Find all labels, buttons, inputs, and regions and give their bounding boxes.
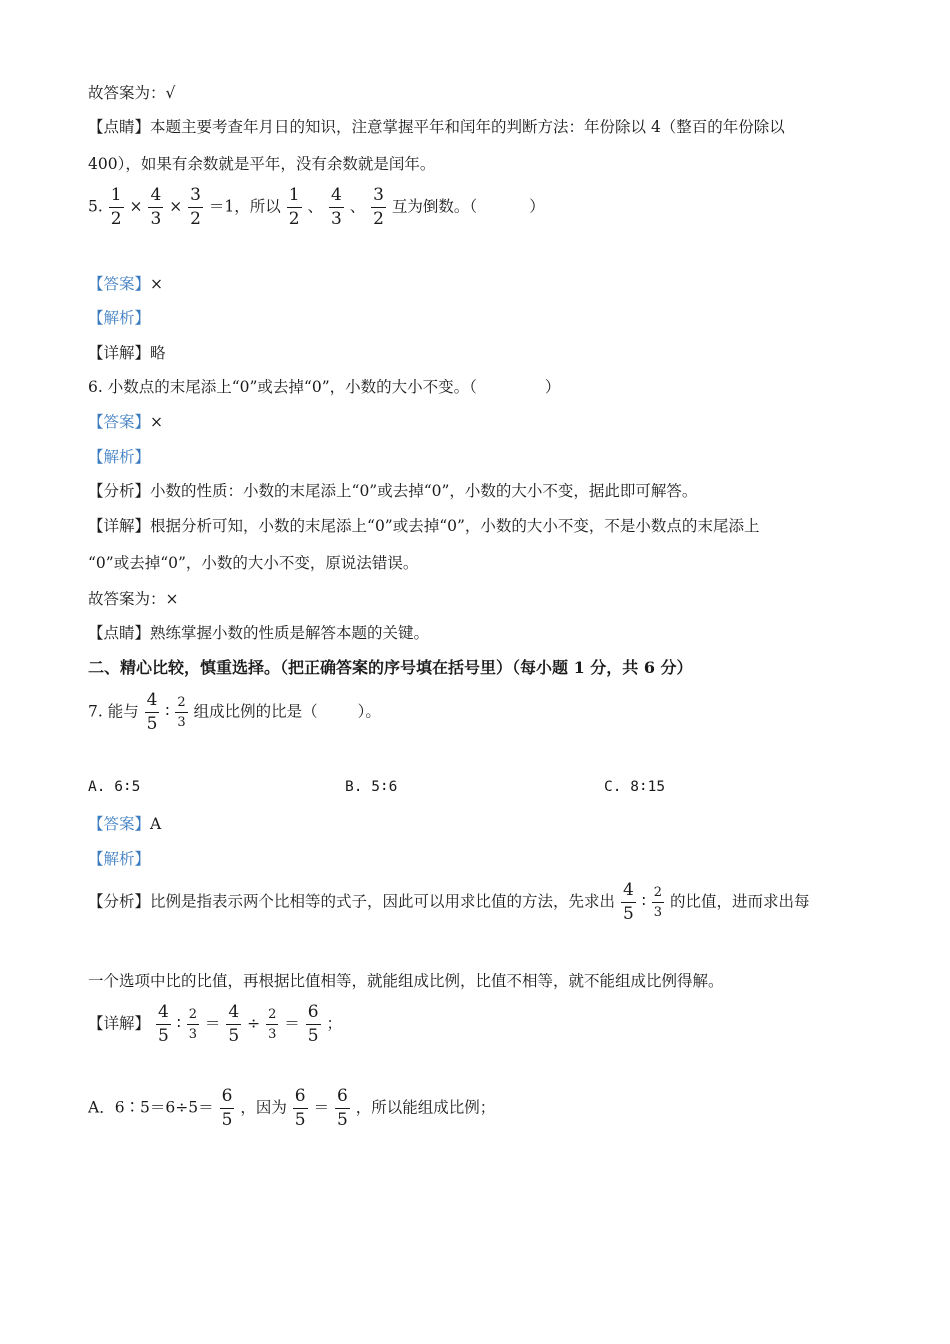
fraction: $\frac{2}{3}$ [653,885,662,920]
fraction: $\frac{1}{2}$ [110,185,122,229]
answer-value: × [150,275,164,293]
fraction: $\frac{6}{5}$ [294,1086,306,1130]
fraction: $\frac{4}{5}$ [146,690,158,734]
q5-eq-text: ＝1，所以 [208,197,281,216]
answer-tag: 【答案】 [88,815,151,833]
answer-value: A [150,815,162,833]
detail-tag: 【详解】 [88,344,151,362]
answer-tag: 【答案】 [88,413,151,431]
q4-tip-line-1 [88,117,785,137]
answer-value: × [150,413,164,431]
fraction: $\frac{4}{3}$ [330,185,342,229]
q6-fenxi [88,481,697,501]
fraction: $\frac{2}{3}$ [268,1007,277,1042]
q6-answer [88,412,163,432]
tip-text: 本题主要考查年月日的知识，注意掌握平年和闰年的判断方法：年份除以 4（整百的年份除以 [150,118,785,136]
fenxi-tag: 【分析】 [88,482,151,500]
fraction: $\frac{2}{3}$ [177,695,186,730]
fraction: $\frac{6}{5}$ [337,1086,348,1130]
fraction: $\frac{6}{5}$ [221,1086,233,1130]
q7-fenxi-line-2: 一个选项中比的比值，再根据比值相等，就能组成比例，比值不相等，就不能组成比例得解。 [88,972,724,990]
q7-fenxi-line-1: 【分析】比例是指表示两个比相等的式子，因此可以用求比值的方法，先求出 $\frac{4}{5}$ ∶ $\frac{2}{3}$ 的比值，进而求出每 [88,880,810,924]
fraction: $\frac{4}{5}$ [228,1002,240,1046]
detail-text: 略 [150,344,166,362]
q7-prefix: 7. 能与 [88,702,139,721]
q7-question: 7. 能与 $\frac{4}{5}$ ∶ $\frac{2}{3}$ 组成比例的比是（ ）。 [88,690,381,734]
fenxi-text: 小数的性质：小数的末尾添上“0”或去掉“0”，小数的大小不变，据此即可解答。 [150,482,698,500]
fraction: $\frac{3}{2}$ [373,185,384,229]
q7-analysis-tag: 【解析】 [88,850,151,868]
section-heading: 二、精心比较，慎重选择。（把正确答案的序号填在括号里）（每小题 1 分，共 6 分） [88,658,693,677]
tip-tag: 【点睛】 [88,624,151,642]
q6-analysis-tag: 【解析】 [88,448,151,466]
fraction: $\frac{4}{5}$ [157,1002,169,1046]
q7-tail: 组成比例的比是（ [193,702,318,721]
fraction: $\frac{4}{5}$ [622,880,634,924]
q6-final-answer: 故答案为：× [88,590,179,608]
q5-answer [88,274,163,294]
detail-tag: 【详解】 [88,517,151,535]
fraction: $\frac{1}{2}$ [288,185,300,229]
q4-tip-line-2: 400），如果有余数就是平年，没有余数就是闰年。 [88,155,436,173]
q5-number: 5. [88,197,103,216]
tip-text: 熟练掌握小数的性质是解答本题的关键。 [150,624,430,642]
fraction: $\frac{2}{3}$ [188,1007,197,1042]
q7-detail: 【详解】 $\frac{4}{5}$ ∶ $\frac{2}{3}$ ＝ $\frac{4}{5}$ ÷ $\frac{2}{3}$ ＝ $\frac{6}{5}$ ； [88,1002,343,1046]
tip-tag: 【点睛】 [88,118,151,136]
q6-detail-line-2: “0”或去掉“0”，小数的大小不变，原说法错误。 [88,554,419,572]
fenxi-tag: 【分析】 [88,892,151,911]
option-a: A. 6∶5 [88,779,141,795]
q5-analysis-tag: 【解析】 [88,309,151,327]
q6-detail-line-1 [88,516,759,536]
fenxi-text: 比例是指表示两个比相等的式子，因此可以用求比值的方法，先求出 [150,892,616,911]
fraction: $\frac{4}{3}$ [150,185,162,229]
fraction: $\frac{3}{2}$ [190,185,201,229]
q4-answer-line: 故答案为：√ [88,84,176,102]
detail-text: 根据分析可知，小数的末尾添上“0”或去掉“0”，小数的大小不变，不是小数点的末尾添上 [150,517,760,535]
option-b: B. 5∶6 [345,779,398,795]
option-c: C. 8∶15 [604,779,666,795]
fraction: $\frac{6}{5}$ [307,1002,319,1046]
q5-detail [88,343,166,363]
q7-option-a-line: A．6∶5＝6÷5＝ $\frac{6}{5}$ ，因为 $\frac{6}{5}$ ＝ $\frac{6}{5}$ ，所以能组成比例； [88,1086,496,1130]
q5-question: 5. $\frac{1}{2}$ × $\frac{4}{3}$ × $\frac{3}{2}$ ＝1，所以 $\frac{1}{2}$ 、 $\frac{4}{3}$ 、 $\frac{3}{2}$ 互为倒数。（ ） [88,185,545,229]
q7-answer [88,814,161,834]
detail-tag: 【详解】 [88,1014,151,1033]
q6-question: 6. 小数点的末尾添上“0”或去掉“0”，小数的大小不变。（ ） [88,378,561,396]
q5-tail: 互为倒数。（ [391,197,478,216]
q6-tip [88,623,429,643]
answer-tag: 【答案】 [88,275,151,293]
